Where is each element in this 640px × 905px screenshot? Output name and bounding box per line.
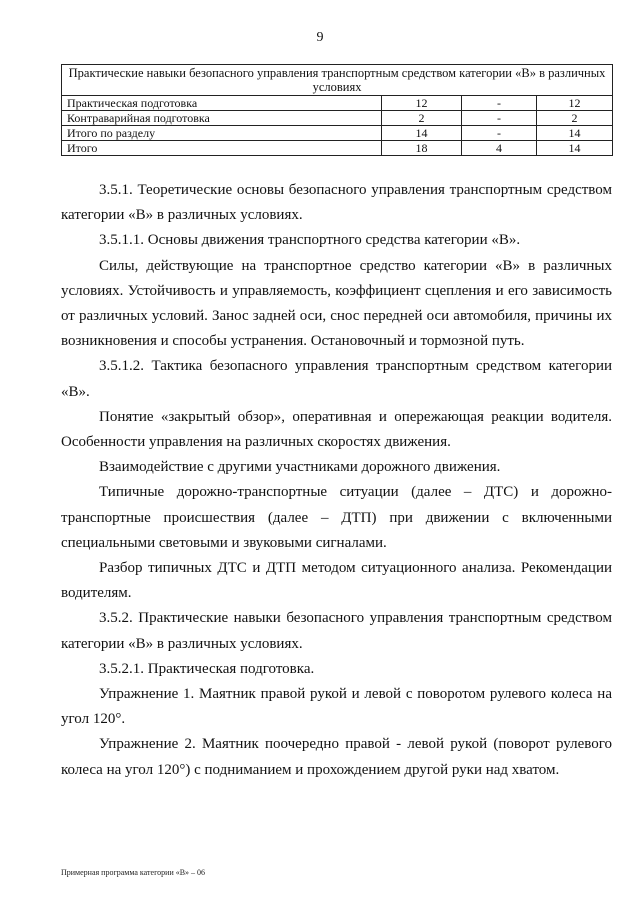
section-heading: 3.5.2. Практические навыки безопасного управления транспортным средством категории «В» в различных условиях. xyxy=(61,610,612,652)
table-cell: 18 xyxy=(382,141,462,156)
paragraph: Взаимодействие с другими участниками дорожного движения. xyxy=(99,459,501,476)
table-row xyxy=(62,141,613,156)
table-cell: Контраварийная подготовка xyxy=(62,111,382,126)
table-cell: - xyxy=(462,126,537,141)
exercise-paragraph: Упражнение 1. Маятник правой рукой и левой с поворотом рулевого колеса на угол 120°. xyxy=(61,686,612,728)
table-cell: Практическая подготовка xyxy=(62,96,382,111)
table-cell: - xyxy=(462,96,537,111)
table-cell: - xyxy=(462,111,537,126)
paragraph: Разбор типичных ДТС и ДТП методом ситуационного анализа. Рекомендации водителям. xyxy=(61,560,612,602)
section-heading: 3.5.1. Теоретические основы безопасного управления транспортным средством категории «В» в различных условиях. xyxy=(61,182,612,224)
subsection-heading: 3.5.2.1. Практическая подготовка. xyxy=(99,660,315,677)
hours-table xyxy=(61,64,613,156)
page-number: 9 xyxy=(316,30,324,45)
table-cell: 14 xyxy=(537,141,613,156)
page-footer: Примерная программа категории «В» – 06 xyxy=(61,868,206,877)
table-row xyxy=(62,126,613,141)
table-cell: 14 xyxy=(382,126,462,141)
paragraph: Силы, действующие на транспортное средство категории «В» в различных условиях. Устойчивость и управляемость, коэффициент сцепления и его зависимость от различных условий. Занос задней оси, снос передней оси автомобиля, причины их возникновения и способы устранения. Остановочный и тормозной путь. xyxy=(61,257,612,350)
subsection-heading: 3.5.1.1. Основы движения транспортного средства категории «В». xyxy=(99,232,521,249)
table-cell: 2 xyxy=(537,111,613,126)
table-row xyxy=(62,96,613,111)
table-cell: 12 xyxy=(382,96,462,111)
table-header-cell: Практические навыки безопасного управления транспортным средством категории «В» в различных условиях xyxy=(62,65,613,96)
table-cell: 14 xyxy=(537,126,613,141)
table-header-row xyxy=(62,65,613,96)
table-cell: Итого по разделу xyxy=(62,126,382,141)
table-cell: 2 xyxy=(382,111,462,126)
exercise-paragraph: Упражнение 2. Маятник поочередно правой - левой рукой (поворот рулевого колеса на угол 120°) с подниманием и прохождением другой руки над хватом. xyxy=(61,736,612,778)
subsection-heading: 3.5.1.2. Тактика безопасного управления транспортным средством категории «В». xyxy=(61,358,612,400)
table-cell: Итого xyxy=(62,141,382,156)
table-cell: 4 xyxy=(462,141,537,156)
table-cell: 12 xyxy=(537,96,613,111)
paragraph: Типичные дорожно-транспортные ситуации (далее – ДТС) и дорожно-транспортные происшествия (далее – ДТП) при движении с включенными специальными световыми и звуковыми сигналами. xyxy=(61,484,612,551)
body-text xyxy=(61,178,612,783)
paragraph: Понятие «закрытый обзор», оперативная и опережающая реакции водителя. Особенности управления на различных скоростях движения. xyxy=(61,408,612,451)
table-row xyxy=(62,111,613,126)
